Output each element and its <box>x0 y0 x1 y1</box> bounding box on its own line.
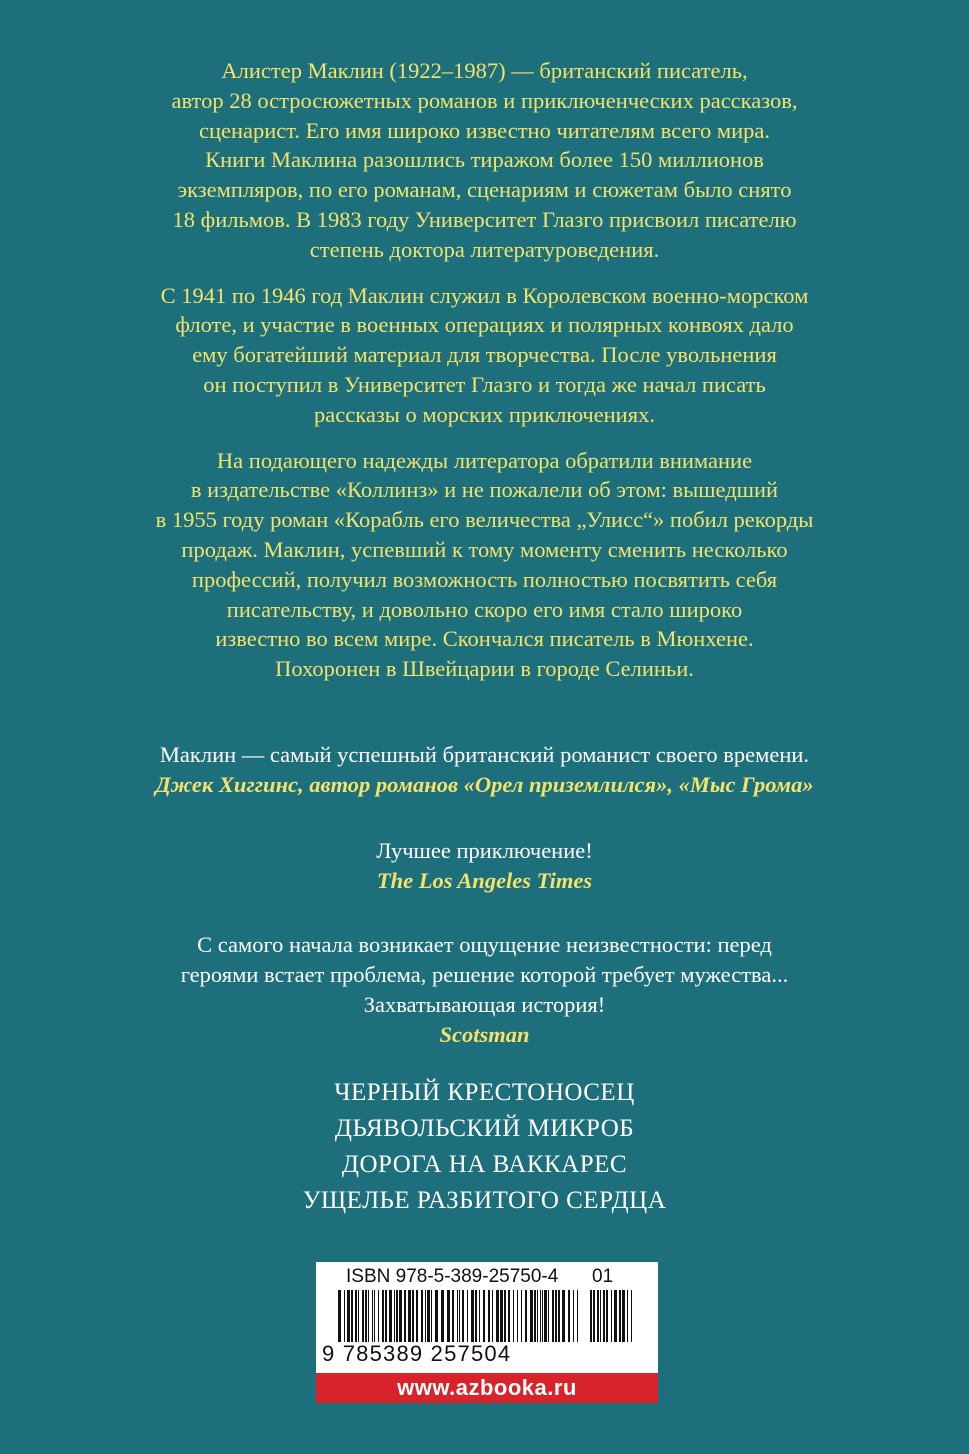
barcode-bar <box>525 1290 527 1342</box>
barcode-bar <box>404 1290 406 1342</box>
bio-line: экземпляров, по его романам, сценариям и сюжетам было снято <box>177 177 792 203</box>
barcode-bar <box>374 1290 375 1342</box>
barcode-bar <box>537 1290 538 1342</box>
review-quote-scotsman <box>40 930 929 1050</box>
bio-line: степень доктора литературоведения. <box>309 236 660 262</box>
barcode-bar <box>552 1290 554 1342</box>
bio-line: писательству, и довольно скоро его имя стало широко <box>226 596 743 622</box>
bio-paragraph-1 <box>60 56 909 265</box>
barcode-bar <box>365 1290 367 1342</box>
ean-digits: 9 785389 257504 <box>322 1341 512 1366</box>
bio-line: На подающего надежды литератора обратили внимание <box>216 447 753 473</box>
barcode-bar <box>467 1290 468 1342</box>
quote-source: Джек Хиггинс, автор романов «Орел приземлился», «Мыс Грома» <box>155 772 814 797</box>
barcode-bar <box>603 1290 605 1342</box>
bio-line: сценарист. Его имя широко известно читателям всего мира. <box>198 117 771 143</box>
barcode-bar <box>351 1290 353 1342</box>
barcode-bar <box>412 1290 414 1342</box>
bio-line: С 1941 по 1946 год Маклин служил в Королевском военно-морском <box>160 282 809 308</box>
book-title: ЧЕРНЫЙ КРЕСТОНОСЕЦ <box>334 1079 635 1106</box>
bio-line: Книги Маклина разошлись тиражом более 150 миллионов <box>205 147 764 173</box>
barcode-bar <box>378 1290 379 1342</box>
barcode-bar <box>362 1290 364 1342</box>
isbn-barcode-block <box>316 1262 658 1403</box>
quote-source: Scotsman <box>439 1022 530 1047</box>
bio-line: в 1955 году роман «Корабль его величества „Улисс“» побил рекорды <box>155 507 814 533</box>
barcode-bar <box>534 1290 536 1342</box>
addon-label: 01 <box>592 1266 614 1287</box>
bio-line: он поступил в Университет Глазго и тогда же начал писать <box>203 371 766 397</box>
barcode-bar <box>622 1290 625 1342</box>
barcode-bar <box>508 1290 510 1342</box>
barcode-bar <box>492 1290 493 1342</box>
barcode-addon-icon <box>590 1290 632 1342</box>
barcode-bar <box>548 1290 549 1342</box>
bio-paragraph-3 <box>60 446 909 684</box>
barcode-bar <box>593 1290 595 1342</box>
bio-line: продаж. Маклин, успевший к тому моменту сменить несколько <box>181 536 788 562</box>
barcode-bar <box>558 1290 560 1342</box>
barcode-bar <box>496 1290 499 1342</box>
barcode-bar <box>606 1290 608 1342</box>
barcode-bar <box>427 1290 430 1342</box>
barcode-bar <box>614 1290 617 1342</box>
barcode-bar <box>600 1290 601 1342</box>
barcode-bar <box>394 1290 395 1342</box>
barcode-bar <box>555 1290 557 1342</box>
barcode-bar <box>425 1290 426 1342</box>
barcode-bar <box>540 1290 541 1342</box>
barcode-bar <box>441 1290 444 1342</box>
barcode-bar <box>452 1290 454 1342</box>
barcode-bar <box>338 1290 341 1342</box>
barcode-bar <box>368 1290 369 1342</box>
barcode-bar <box>416 1290 418 1342</box>
barcode-bar <box>358 1290 359 1342</box>
barcode-bar <box>542 1290 543 1342</box>
barcode-bar <box>573 1290 574 1342</box>
review-quote-la-times <box>40 836 929 896</box>
bio-line: в издательстве «Коллинз» и не пожалели об этом: вышедший <box>190 477 779 503</box>
barcode-bar <box>372 1290 373 1342</box>
quote-text: Маклин — самый успешный британский романист своего времени. <box>159 742 810 767</box>
barcode-bar <box>447 1290 450 1342</box>
barcode-bar <box>344 1290 345 1342</box>
bio-line: автор 28 остросюжетных романов и приключенческих рассказов, <box>171 87 798 113</box>
bio-line: известно во всем мире. Скончался писатель в Мюнхене. <box>215 626 754 652</box>
quote-text: С самого начала возникает ощущение неизвестности: перед <box>197 932 772 957</box>
barcode-bar <box>627 1290 628 1342</box>
review-quote-higgins <box>40 740 929 800</box>
barcode-bar <box>590 1290 592 1342</box>
bio-line: Алистер Маклин (1922–1987) — британский писатель, <box>221 58 748 83</box>
book-titles-list <box>60 1075 909 1219</box>
barcode-bar <box>483 1290 485 1342</box>
isbn-label: ISBN 978-5-389-25750-4 <box>346 1266 559 1287</box>
quote-text: Лучшее приключение! <box>376 838 593 863</box>
barcode-bar <box>479 1290 480 1342</box>
barcode-bar <box>435 1290 438 1342</box>
barcode-bar <box>399 1290 402 1342</box>
barcode-bar <box>577 1290 578 1342</box>
barcode-bar <box>475 1290 477 1342</box>
barcode-bar <box>382 1290 384 1342</box>
book-title: УЩЕЛЬЕ РАЗБИТОГО СЕРДЦА <box>302 1187 667 1214</box>
barcode-bar <box>544 1290 547 1342</box>
bio-line: ему богатейший материал для творчества. После увольнения <box>192 342 777 368</box>
book-title: ДОРОГА НА ВАККАРЕС <box>341 1151 628 1178</box>
barcode-bar <box>488 1290 490 1342</box>
book-title: ДЬЯВОЛЬСКИЙ МИКРОБ <box>334 1115 635 1142</box>
barcode-bar <box>619 1290 621 1342</box>
barcode-bar <box>562 1290 565 1342</box>
barcode-bar <box>597 1290 599 1342</box>
author-biography <box>60 56 909 700</box>
barcode-bar <box>530 1290 533 1342</box>
barcode-bar <box>396 1290 398 1342</box>
barcode-bar <box>355 1290 357 1342</box>
barcode-bar <box>521 1290 522 1342</box>
barcode-bar <box>568 1290 570 1342</box>
website-url: www.azbooka.ru <box>316 1373 658 1403</box>
bio-line: профессий, получил возможность полностью посвятить себя <box>191 566 778 592</box>
barcode-bar <box>500 1290 503 1342</box>
barcode-bar <box>504 1290 506 1342</box>
barcode-bar <box>347 1290 350 1342</box>
barcode-bar <box>459 1290 460 1342</box>
barcode-bar <box>631 1290 632 1342</box>
barcode-bar <box>408 1290 411 1342</box>
barcode-bar <box>385 1290 387 1342</box>
quote-source: The Los Angeles Times <box>376 868 593 893</box>
barcode-bar <box>431 1290 432 1342</box>
barcode-bar <box>611 1290 612 1342</box>
barcode-bar <box>471 1290 474 1342</box>
bio-line: Похоронен в Швейцарии в городе Селиньи. <box>275 656 694 682</box>
barcode-bar <box>421 1290 423 1342</box>
barcode-bar <box>457 1290 458 1342</box>
barcode-icon <box>338 1290 578 1342</box>
barcode-bar <box>462 1290 464 1342</box>
barcode-bar <box>513 1290 514 1342</box>
bio-line: рассказы о морских приключениях. <box>314 401 655 427</box>
barcode-bar <box>389 1290 392 1342</box>
quote-text: Захватывающая история! <box>363 992 606 1017</box>
bio-paragraph-2 <box>60 281 909 430</box>
bio-line: флоте, и участие в военных операциях и полярных конвоях дало <box>175 312 794 338</box>
barcode-bar <box>517 1290 518 1342</box>
bio-line: 18 фильмов. В 1983 году Университет Глазго присвоил писателю <box>172 206 797 232</box>
quote-text: героями встает проблема, решение которой требует мужества... <box>180 962 789 987</box>
